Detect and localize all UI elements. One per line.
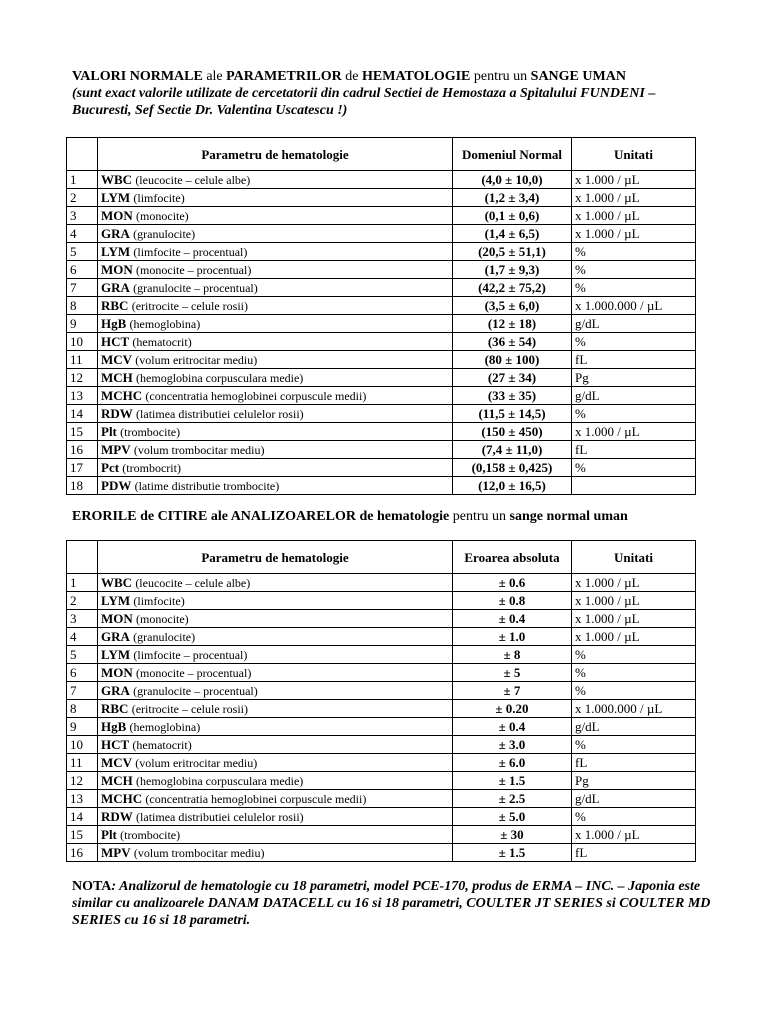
row-unit: fL bbox=[572, 441, 696, 459]
row-value: (33 ± 35) bbox=[453, 387, 572, 405]
row-parameter bbox=[98, 171, 453, 189]
table-row bbox=[67, 736, 696, 754]
row-parameter bbox=[98, 225, 453, 243]
parameter-description: (hematocrit) bbox=[132, 737, 192, 752]
row-parameter bbox=[98, 333, 453, 351]
row-value: (150 ± 450) bbox=[453, 423, 572, 441]
parameter-description: (limfocite – procentual) bbox=[133, 244, 248, 259]
parameter-description: (hematocrit) bbox=[132, 334, 192, 349]
parameter-description: (volum trombocitar mediu) bbox=[133, 845, 265, 860]
parameter-abbr: HgB bbox=[101, 315, 127, 331]
row-value: (12 ± 18) bbox=[453, 315, 572, 333]
parameter-description: (hemoglobina corpusculara medie) bbox=[136, 370, 304, 385]
document-title bbox=[72, 68, 712, 85]
row-parameter bbox=[98, 736, 453, 754]
row-unit: Pg bbox=[572, 369, 696, 387]
row-parameter bbox=[98, 754, 453, 772]
parameter-abbr: MCV bbox=[101, 351, 133, 367]
row-unit: % bbox=[572, 459, 696, 477]
parameter-abbr: Plt bbox=[101, 423, 117, 439]
row-unit: % bbox=[572, 682, 696, 700]
row-unit: x 1.000 / µL bbox=[572, 207, 696, 225]
table-row bbox=[67, 574, 696, 592]
parameter-abbr: MON bbox=[101, 664, 133, 680]
row-value: (3,5 ± 6,0) bbox=[453, 297, 572, 315]
parameter-description: (hemoglobina) bbox=[129, 719, 201, 734]
parameter-description: (monocite) bbox=[136, 611, 189, 626]
table-row bbox=[67, 441, 696, 459]
row-value: ± 6.0 bbox=[453, 754, 572, 772]
row-number: 4 bbox=[67, 225, 98, 243]
header-error: Eroarea absoluta bbox=[453, 541, 572, 574]
row-value: (80 ± 100) bbox=[453, 351, 572, 369]
row-unit: Pg bbox=[572, 772, 696, 790]
parameter-abbr: MON bbox=[101, 261, 133, 277]
row-parameter bbox=[98, 459, 453, 477]
row-number: 15 bbox=[67, 826, 98, 844]
title-part: PARAMETRILOR bbox=[226, 69, 342, 84]
parameter-description: (limfocite) bbox=[133, 593, 185, 608]
parameter-description: (monocite – procentual) bbox=[136, 665, 252, 680]
row-value: ± 0.8 bbox=[453, 592, 572, 610]
row-unit: x 1.000 / µL bbox=[572, 189, 696, 207]
parameter-description: (limfocite – procentual) bbox=[133, 647, 248, 662]
row-unit: x 1.000 / µL bbox=[572, 171, 696, 189]
table-header-row bbox=[67, 138, 696, 171]
row-number: 6 bbox=[67, 664, 98, 682]
header-number bbox=[67, 138, 98, 171]
row-value: (11,5 ± 14,5) bbox=[453, 405, 572, 423]
row-number: 16 bbox=[67, 844, 98, 862]
table-row bbox=[67, 405, 696, 423]
table-row bbox=[67, 700, 696, 718]
row-unit: % bbox=[572, 664, 696, 682]
table-row bbox=[67, 207, 696, 225]
table-row bbox=[67, 477, 696, 495]
parameter-abbr: MCV bbox=[101, 754, 133, 770]
table-row bbox=[67, 279, 696, 297]
row-value: (20,5 ± 51,1) bbox=[453, 243, 572, 261]
row-value: ± 0.4 bbox=[453, 718, 572, 736]
parameter-abbr: MCH bbox=[101, 772, 133, 788]
row-number: 8 bbox=[67, 700, 98, 718]
header-parameter: Parametru de hematologie bbox=[98, 541, 453, 574]
row-value: (7,4 ± 11,0) bbox=[453, 441, 572, 459]
row-parameter bbox=[98, 405, 453, 423]
row-number: 7 bbox=[67, 682, 98, 700]
row-number: 4 bbox=[67, 628, 98, 646]
row-unit: % bbox=[572, 736, 696, 754]
row-number: 15 bbox=[67, 423, 98, 441]
title-part: pentru un bbox=[470, 69, 531, 84]
header-number bbox=[67, 541, 98, 574]
section-title-part: sange normal uman bbox=[509, 509, 628, 524]
row-unit: x 1.000 / µL bbox=[572, 225, 696, 243]
row-number: 2 bbox=[67, 189, 98, 207]
row-number: 3 bbox=[67, 207, 98, 225]
parameter-description: (granulocite) bbox=[133, 226, 196, 241]
row-parameter bbox=[98, 592, 453, 610]
row-number: 12 bbox=[67, 369, 98, 387]
row-parameter bbox=[98, 682, 453, 700]
row-unit: % bbox=[572, 333, 696, 351]
row-parameter bbox=[98, 718, 453, 736]
row-unit: % bbox=[572, 405, 696, 423]
row-unit: g/dL bbox=[572, 790, 696, 808]
table-row bbox=[67, 315, 696, 333]
footnote bbox=[72, 878, 712, 929]
row-unit: g/dL bbox=[572, 718, 696, 736]
parameter-abbr: MCHC bbox=[101, 387, 143, 403]
row-unit: fL bbox=[572, 754, 696, 772]
row-parameter bbox=[98, 772, 453, 790]
parameter-abbr: RBC bbox=[101, 700, 129, 716]
row-value: ± 1.5 bbox=[453, 844, 572, 862]
row-unit: x 1.000.000 / µL bbox=[572, 700, 696, 718]
parameter-description: (eritrocite – celule rosii) bbox=[131, 298, 248, 313]
section-title-errors bbox=[72, 508, 628, 525]
parameter-description: (granulocite – procentual) bbox=[133, 280, 258, 295]
header-unit: Unitati bbox=[572, 541, 696, 574]
row-number: 18 bbox=[67, 477, 98, 495]
table-row bbox=[67, 243, 696, 261]
parameter-abbr: MPV bbox=[101, 441, 131, 457]
row-unit: x 1.000 / µL bbox=[572, 574, 696, 592]
row-parameter bbox=[98, 297, 453, 315]
header-unit: Unitati bbox=[572, 138, 696, 171]
row-value: ± 1.5 bbox=[453, 772, 572, 790]
row-parameter bbox=[98, 279, 453, 297]
row-parameter bbox=[98, 351, 453, 369]
parameter-description: (latimea distributiei celulelor rosii) bbox=[136, 406, 304, 421]
parameter-description: (monocite) bbox=[136, 208, 189, 223]
parameter-abbr: RBC bbox=[101, 297, 129, 313]
title-part: de bbox=[341, 69, 362, 84]
row-value: ± 0.4 bbox=[453, 610, 572, 628]
table-row bbox=[67, 423, 696, 441]
parameter-abbr: MON bbox=[101, 207, 133, 223]
title-part: VALORI NORMALE bbox=[72, 69, 203, 84]
row-parameter bbox=[98, 261, 453, 279]
row-parameter bbox=[98, 700, 453, 718]
parameter-description: (hemoglobina corpusculara medie) bbox=[136, 773, 304, 788]
title-part: HEMATOLOGIE bbox=[362, 69, 471, 84]
row-parameter bbox=[98, 808, 453, 826]
row-parameter bbox=[98, 826, 453, 844]
row-number: 9 bbox=[67, 718, 98, 736]
parameter-abbr: WBC bbox=[101, 574, 133, 590]
table-row bbox=[67, 351, 696, 369]
parameter-description: (limfocite) bbox=[133, 190, 185, 205]
row-value: (4,0 ± 10,0) bbox=[453, 171, 572, 189]
row-parameter bbox=[98, 387, 453, 405]
row-value: ± 5 bbox=[453, 664, 572, 682]
row-parameter bbox=[98, 664, 453, 682]
parameter-description: (granulocite – procentual) bbox=[133, 683, 258, 698]
footnote-text: : Analizorul de hematologie cu 18 parametri, model PCE-170, produs de ERMA – INC. – Japonia este similar cu analizoarele DANAM DATACELL cu 16 si 18 parametri, COULTER JT SERIES si COULTER MD SERIES cu 16 si 18 parametri. bbox=[72, 879, 711, 928]
row-parameter bbox=[98, 207, 453, 225]
row-value: (1,4 ± 6,5) bbox=[453, 225, 572, 243]
row-unit: x 1.000 / µL bbox=[572, 628, 696, 646]
row-unit: x 1.000 / µL bbox=[572, 592, 696, 610]
row-value: ± 0.20 bbox=[453, 700, 572, 718]
row-number: 14 bbox=[67, 808, 98, 826]
row-parameter bbox=[98, 189, 453, 207]
table-row bbox=[67, 297, 696, 315]
row-unit: x 1.000 / µL bbox=[572, 610, 696, 628]
row-parameter bbox=[98, 243, 453, 261]
parameter-description: (trombocite) bbox=[120, 424, 181, 439]
row-number: 12 bbox=[67, 772, 98, 790]
parameter-description: (volum eritrocitar mediu) bbox=[135, 755, 258, 770]
row-value: (36 ± 54) bbox=[453, 333, 572, 351]
row-number: 7 bbox=[67, 279, 98, 297]
row-unit: % bbox=[572, 279, 696, 297]
parameter-abbr: GRA bbox=[101, 225, 130, 241]
row-parameter bbox=[98, 844, 453, 862]
parameter-abbr: MPV bbox=[101, 844, 131, 860]
row-value: ± 30 bbox=[453, 826, 572, 844]
row-parameter bbox=[98, 628, 453, 646]
row-parameter bbox=[98, 610, 453, 628]
row-unit: x 1.000.000 / µL bbox=[572, 297, 696, 315]
row-parameter bbox=[98, 790, 453, 808]
row-value: (42,2 ± 75,2) bbox=[453, 279, 572, 297]
row-unit: g/dL bbox=[572, 387, 696, 405]
table-row bbox=[67, 333, 696, 351]
parameter-abbr: HgB bbox=[101, 718, 127, 734]
title-part: ale bbox=[202, 69, 227, 84]
row-value: ± 1.0 bbox=[453, 628, 572, 646]
footnote-label: NOTA bbox=[72, 879, 112, 894]
parameter-description: (volum eritrocitar mediu) bbox=[135, 352, 258, 367]
row-value: (27 ± 34) bbox=[453, 369, 572, 387]
row-unit: % bbox=[572, 808, 696, 826]
parameter-abbr: LYM bbox=[101, 243, 131, 259]
parameter-description: (trombocite) bbox=[120, 827, 181, 842]
header-range: Domeniul Normal bbox=[453, 138, 572, 171]
table-row bbox=[67, 718, 696, 736]
row-number: 5 bbox=[67, 243, 98, 261]
row-number: 8 bbox=[67, 297, 98, 315]
row-number: 17 bbox=[67, 459, 98, 477]
row-value: (0,1 ± 0,6) bbox=[453, 207, 572, 225]
parameter-description: (granulocite) bbox=[133, 629, 196, 644]
row-number: 1 bbox=[67, 574, 98, 592]
row-parameter bbox=[98, 315, 453, 333]
header-parameter: Parametru de hematologie bbox=[98, 138, 453, 171]
row-parameter bbox=[98, 477, 453, 495]
row-number: 10 bbox=[67, 333, 98, 351]
row-unit: % bbox=[572, 646, 696, 664]
row-parameter bbox=[98, 441, 453, 459]
row-number: 14 bbox=[67, 405, 98, 423]
parameter-description: (concentratia hemoglobinei corpuscule medii) bbox=[145, 388, 367, 403]
parameter-abbr: Plt bbox=[101, 826, 117, 842]
row-unit: g/dL bbox=[572, 315, 696, 333]
parameter-description: (trombocrit) bbox=[122, 460, 181, 475]
parameter-abbr: RDW bbox=[101, 405, 133, 421]
parameter-abbr: MON bbox=[101, 610, 133, 626]
document-subtitle: (sunt exact valorile utilizate de cercetatorii din cadrul Sectiei de Hemostaza a Spitalului FUNDENI – Bucuresti, Sef Sectie Dr. Valentina Uscatescu !) bbox=[72, 86, 656, 118]
row-value: ± 8 bbox=[453, 646, 572, 664]
table-row bbox=[67, 592, 696, 610]
row-unit: fL bbox=[572, 844, 696, 862]
table-row bbox=[67, 772, 696, 790]
parameter-abbr: RDW bbox=[101, 808, 133, 824]
row-unit: % bbox=[572, 261, 696, 279]
row-parameter bbox=[98, 574, 453, 592]
table-row bbox=[67, 844, 696, 862]
parameter-description: (volum trombocitar mediu) bbox=[133, 442, 265, 457]
row-number: 11 bbox=[67, 351, 98, 369]
parameter-abbr: GRA bbox=[101, 682, 130, 698]
parameter-abbr: HCT bbox=[101, 736, 130, 752]
row-value: (12,0 ± 16,5) bbox=[453, 477, 572, 495]
row-value: (1,2 ± 3,4) bbox=[453, 189, 572, 207]
parameter-description: (concentratia hemoglobinei corpuscule medii) bbox=[145, 791, 367, 806]
row-number: 9 bbox=[67, 315, 98, 333]
section-title-part: pentru un bbox=[449, 509, 510, 524]
table-row bbox=[67, 225, 696, 243]
row-value: ± 3.0 bbox=[453, 736, 572, 754]
row-parameter bbox=[98, 423, 453, 441]
row-number: 6 bbox=[67, 261, 98, 279]
parameter-abbr: MCH bbox=[101, 369, 133, 385]
row-unit: x 1.000 / µL bbox=[572, 423, 696, 441]
parameter-abbr: Pct bbox=[101, 459, 120, 475]
table-row bbox=[67, 646, 696, 664]
table-row bbox=[67, 610, 696, 628]
normal-values-body bbox=[67, 171, 696, 495]
row-unit: x 1.000 / µL bbox=[572, 826, 696, 844]
row-number: 5 bbox=[67, 646, 98, 664]
row-parameter bbox=[98, 369, 453, 387]
parameter-abbr: LYM bbox=[101, 592, 131, 608]
parameter-abbr: MCHC bbox=[101, 790, 143, 806]
row-parameter bbox=[98, 646, 453, 664]
table-row bbox=[67, 387, 696, 405]
table-row bbox=[67, 790, 696, 808]
parameter-abbr: LYM bbox=[101, 189, 131, 205]
errors-table bbox=[66, 540, 696, 862]
parameter-description: (leucocite – celule albe) bbox=[135, 172, 251, 187]
section-title-part: ERORILE de CITIRE ale ANALIZOARELOR de hematologie bbox=[72, 509, 450, 524]
row-number: 13 bbox=[67, 790, 98, 808]
row-value: ± 7 bbox=[453, 682, 572, 700]
row-number: 1 bbox=[67, 171, 98, 189]
table-row bbox=[67, 754, 696, 772]
row-value: (1,7 ± 9,3) bbox=[453, 261, 572, 279]
row-number: 2 bbox=[67, 592, 98, 610]
parameter-abbr: LYM bbox=[101, 646, 131, 662]
table-header-row bbox=[67, 541, 696, 574]
parameter-description: (monocite – procentual) bbox=[136, 262, 252, 277]
title-part: SANGE UMAN bbox=[530, 69, 626, 84]
row-number: 11 bbox=[67, 754, 98, 772]
row-value: ± 0.6 bbox=[453, 574, 572, 592]
parameter-description: (latimea distributiei celulelor rosii) bbox=[136, 809, 304, 824]
table-row bbox=[67, 808, 696, 826]
parameter-abbr: PDW bbox=[101, 477, 132, 493]
parameter-description: (leucocite – celule albe) bbox=[135, 575, 251, 590]
row-unit: % bbox=[572, 243, 696, 261]
row-number: 16 bbox=[67, 441, 98, 459]
row-number: 10 bbox=[67, 736, 98, 754]
table-row bbox=[67, 664, 696, 682]
normal-values-table bbox=[66, 137, 696, 495]
parameter-description: (eritrocite – celule rosii) bbox=[131, 701, 248, 716]
errors-body bbox=[67, 574, 696, 862]
table-row bbox=[67, 682, 696, 700]
table-row bbox=[67, 369, 696, 387]
row-value: (0,158 ± 0,425) bbox=[453, 459, 572, 477]
table-row bbox=[67, 628, 696, 646]
parameter-description: (hemoglobina) bbox=[129, 316, 201, 331]
table-row bbox=[67, 826, 696, 844]
parameter-abbr: HCT bbox=[101, 333, 130, 349]
table-row bbox=[67, 459, 696, 477]
parameter-description: (latime distributie trombocite) bbox=[134, 478, 280, 493]
row-value: ± 2.5 bbox=[453, 790, 572, 808]
table-row bbox=[67, 171, 696, 189]
table-row bbox=[67, 261, 696, 279]
row-number: 3 bbox=[67, 610, 98, 628]
table-row bbox=[67, 189, 696, 207]
row-value: ± 5.0 bbox=[453, 808, 572, 826]
row-unit: fL bbox=[572, 351, 696, 369]
parameter-abbr: GRA bbox=[101, 628, 130, 644]
parameter-abbr: WBC bbox=[101, 171, 133, 187]
parameter-abbr: GRA bbox=[101, 279, 130, 295]
row-number: 13 bbox=[67, 387, 98, 405]
row-unit bbox=[572, 477, 696, 495]
